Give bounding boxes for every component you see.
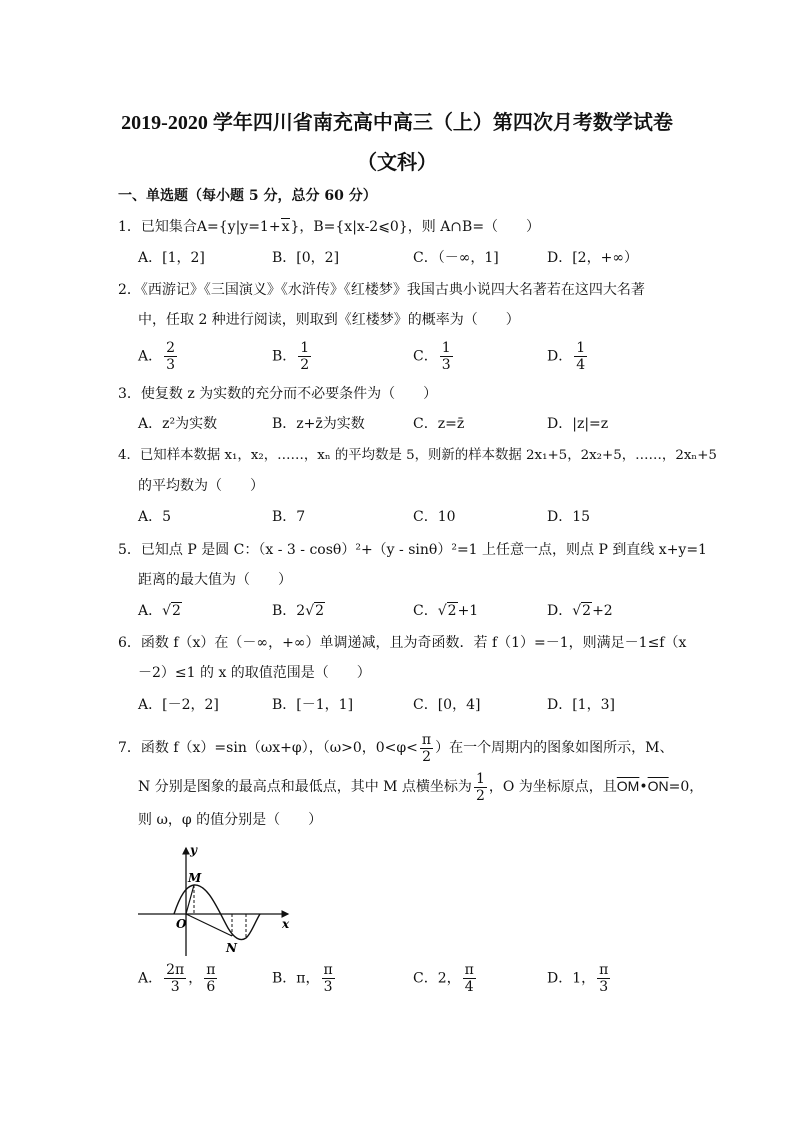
- question-2-line-1: 2．《西游记》《三国演义》《水浒传》《红楼梦》我国古典小说四大名著若在这四大名著: [118, 282, 645, 298]
- q5-a-rad: 2: [172, 603, 181, 619]
- q7-line2-text-c: =0，: [668, 779, 704, 795]
- q4-option-a: A．5: [138, 509, 172, 525]
- q7-option-a: [138, 962, 219, 995]
- q7-b-frac: [322, 962, 335, 995]
- q5-option-a: A．√2: [138, 603, 181, 619]
- label-x: x: [282, 917, 290, 931]
- question-4-line-2: 的平均数为（ ）: [138, 478, 264, 494]
- q2-b-den: 2: [300, 357, 310, 373]
- q7-a-den1: 3: [170, 979, 180, 995]
- q5-b-rad: 2: [315, 603, 325, 619]
- q2-a-num: 2: [166, 340, 176, 356]
- q4-option-d: D．15: [547, 509, 591, 525]
- q5-option-c: C．√2+1: [413, 603, 479, 619]
- q7-option-c: [413, 962, 478, 995]
- q7-a-num1: 2π: [166, 962, 185, 978]
- q7-d-frac: [597, 962, 610, 995]
- q1-sqrt: x: [281, 219, 290, 235]
- label-n: N: [226, 941, 237, 955]
- q2-c-den: 3: [441, 357, 451, 373]
- question-6-line-1: 6．函数 f（x）在（－∞，+∞）单调递减，且为奇函数．若 f（1）=－1，则满足－1≤f（x: [118, 635, 687, 651]
- q7-phi-den: 2: [422, 748, 431, 765]
- q7-line1-text-b: ）在一个周期内的图象如图所示，M、: [435, 740, 674, 756]
- q5-a-pre: A．: [138, 603, 163, 619]
- label-y: y: [190, 843, 197, 857]
- q7-c-frac: [463, 962, 476, 995]
- q5-d-rad: 2: [582, 603, 592, 619]
- q7-b-num: π: [323, 962, 333, 978]
- q2-option-d: [547, 340, 589, 373]
- q1-option-c: C．（－∞，1]: [413, 250, 499, 266]
- q7-option-b: [272, 962, 337, 995]
- q7-c-den: 4: [464, 979, 474, 995]
- q3-option-a: A．z²为实数: [138, 416, 218, 432]
- q7-line1-text-a: 7．函数 f（x）=sin（ωx+φ），（ω>0，0<φ<: [118, 740, 418, 756]
- q2-option-c: [413, 340, 455, 373]
- q7-vector-om: $\overline{OM}$: [616, 778, 640, 794]
- q7-sine-graph: [134, 842, 294, 960]
- q7-d-den: 3: [599, 979, 609, 995]
- q1-option-a: A．[1，2]: [138, 250, 205, 266]
- q7-dot: •: [639, 779, 648, 795]
- q7-a-frac2: [204, 962, 217, 995]
- q5-c-rad: 2: [447, 603, 457, 619]
- q4-option-b: B．7: [272, 509, 306, 525]
- q3-option-c: C．z=z̄: [413, 416, 465, 432]
- q7-a-den2: 6: [206, 979, 216, 995]
- q5-d-post: +2: [592, 603, 613, 619]
- segment-on: [186, 914, 232, 936]
- q6-option-b: B．[－1，1]: [272, 697, 354, 713]
- page-subtitle: （文科）: [357, 152, 437, 174]
- q7-c-label: C．2，: [413, 970, 461, 987]
- q5-option-b: B．2√2: [272, 603, 325, 619]
- section-heading: 一、单选题（每小题 5 分，总分 60 分）: [118, 188, 377, 204]
- q1-option-b: B．[0，2]: [272, 250, 340, 266]
- q2-d-den: 4: [576, 357, 586, 373]
- q2-option-c-fraction: [440, 340, 453, 373]
- question-4-line-1: 4．已知样本数据 x₁，x₂，……，xₙ 的平均数是 5，则新的样本数据 2x₁+5，2x₂+5，……，2xₙ+5: [118, 448, 717, 463]
- q7-phi-num: π: [421, 731, 432, 748]
- question-7-line-1: [118, 730, 673, 766]
- q2-option-b-fraction: [298, 340, 311, 373]
- q5-c-post: +1: [457, 603, 479, 619]
- question-6-line-2: －2）≤1 的 x 的取值范围是（ ）: [138, 665, 371, 681]
- question-1: [118, 217, 540, 237]
- q2-option-a-label: A．: [138, 348, 163, 365]
- q2-c-num: 1: [441, 340, 451, 356]
- q7-b-den: 3: [323, 979, 333, 995]
- q7-b-label: B．π，: [272, 970, 320, 987]
- q5-option-d: D．√2+2: [547, 603, 613, 619]
- question-5-line-1: 5．已知点 P 是圆 C：（x - 3 - cosθ）²+（y - sinθ）²=1 上任意一点，则点 P 到直线 x+y=1: [118, 542, 707, 558]
- q7-a-label: A．: [138, 970, 163, 987]
- q5-b-pre: B．2: [272, 603, 306, 619]
- label-o: O: [176, 917, 187, 931]
- question-7-line-2: [138, 768, 703, 805]
- q7-vector-on: $\overline{ON}$: [647, 778, 669, 794]
- q2-option-b: [272, 340, 313, 373]
- q5-d-pre: D．: [547, 603, 573, 619]
- q7-m-num: 1: [475, 770, 485, 787]
- q7-line2-text-b: ，O 为坐标原点，且: [488, 779, 617, 795]
- q7-option-d: [547, 962, 612, 995]
- q2-b-num: 1: [300, 340, 310, 356]
- q2-option-a-fraction: [164, 340, 177, 373]
- q7-a-sep: ，: [188, 970, 203, 987]
- q7-a-num2: π: [206, 962, 216, 978]
- q3-option-b: B．z+z̄为实数: [272, 416, 365, 432]
- q5-c-pre: C．: [413, 603, 438, 619]
- q4-option-c: C．10: [413, 509, 456, 525]
- q2-option-b-label: B．: [272, 348, 297, 365]
- q7-d-label: D．1，: [547, 970, 596, 987]
- q2-option-d-fraction: [574, 340, 587, 373]
- q7-m-den: 2: [475, 787, 485, 804]
- q2-a-den: 3: [166, 357, 176, 373]
- q1-text-a: 1．已知集合A={y|y=1+: [118, 219, 281, 235]
- q1-option-d: D．[2，+∞）: [547, 250, 638, 266]
- question-3: 3．使复数 z 为实数的充分而不必要条件为（ ）: [118, 386, 438, 402]
- q7-c-num: π: [464, 962, 474, 978]
- page-title: 2019-2020 学年四川省南充高中高三（上）第四次月考数学试卷: [121, 112, 673, 134]
- q7-a-frac1: [164, 962, 186, 995]
- q6-option-a: A．[－2，2]: [138, 697, 219, 713]
- q1-text-c: }，B={x|x-2⩽0}，则 A∩B=（ ）: [290, 219, 541, 235]
- q6-option-c: C．[0，4]: [413, 697, 481, 713]
- q2-d-num: 1: [576, 340, 586, 356]
- q2-option-a: [138, 340, 179, 373]
- q7-m-fraction: [474, 771, 487, 804]
- q2-option-d-label: D．: [547, 348, 573, 365]
- label-m: M: [188, 871, 202, 885]
- q7-line2-text-a: N 分别是图象的最高点和最低点，其中 M 点横坐标为: [138, 779, 472, 795]
- q7-d-num: π: [599, 962, 609, 978]
- q6-option-d: D．[1，3]: [547, 697, 615, 713]
- q2-option-c-label: C．: [413, 348, 438, 365]
- question-7-line-3: 则 ω，φ 的值分别是（ ）: [138, 812, 323, 828]
- q3-option-d: D．|z|=z: [547, 416, 609, 432]
- question-5-line-2: 距离的最大值为（ ）: [138, 572, 292, 588]
- q7-phi-fraction: [420, 732, 433, 765]
- question-2-line-2: 中，任取 2 种进行阅读，则取到《红楼梦》的概率为（ ）: [138, 312, 520, 328]
